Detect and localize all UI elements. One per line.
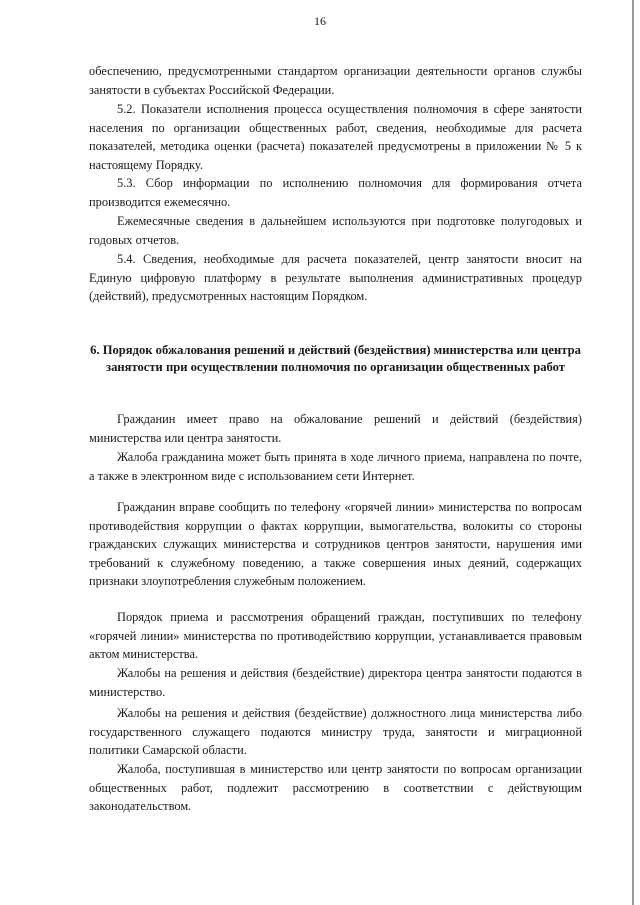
page-number: 16 [314, 14, 326, 28]
paragraph-hotline: Гражданин вправе сообщить по телефону «горячей линии» министерства по вопросам противодействия коррупции о фактах коррупции, вымогательства, волокиты со стороны гражданских служащих министерства и сотрудников центров занятости, нарушения ими требований к служебному поведению, а также совершения иных деяний, содержащих признаки злоупотребления служебным положением. [89, 500, 582, 589]
paragraph-official-complaints: Жалобы на решения и действия (бездействие) должностного лица министерства либо государственного служащего подаются министру труда, занятости и миграционной политики Самарской области. [89, 706, 582, 758]
paragraph-complaint-channels: Жалоба гражданина может быть принята в ходе личного приема, направлена по почте, а также в электронном виде с использованием сети Интернет. [89, 450, 582, 483]
section-6-heading: 6. Порядок обжалования решений и действий (бездействия) министерства или центра занятости при осуществлении полномочия по организации общественных работ [90, 343, 581, 374]
paragraph-hotline-procedure: Порядок приема и рассмотрения обращений граждан, поступивших по телефону «горячей линии» министерства по противодействию коррупции, устанавливается правовым актом министерства. [89, 610, 582, 662]
paragraph-right-to-appeal: Гражданин имеет право на обжалование решений и действий (бездействия) министерства или центра занятости. [89, 412, 582, 445]
paragraph-director-complaints: Жалобы на решения и действия (бездействие) директора центра занятости подаются в министерство. [89, 666, 582, 699]
paragraph-5-3: 5.3. Сбор информации по исполнению полномочия для формирования отчета производится ежемесячно. [89, 176, 582, 209]
paragraph-5-4: 5.4. Сведения, необходимые для расчета показателей, центр занятости вносит на Единую цифровую платформу в результате выполнения административных процедур (действий), предусмотренных настоящим Порядком. [89, 252, 582, 304]
paragraph-5-2: 5.2. Показатели исполнения процесса осуществления полномочия в сфере занятости населения по организации общественных работ, сведения, необходимые для расчета показателей, методика оценки (расчета) показателей предусмотрены в приложении № 5 к настоящему Порядку. [89, 102, 582, 172]
paragraph-complaint-review: Жалоба, поступившая в министерство или центр занятости по вопросам организации общественных работ, подлежит рассмотрению в соответствии с действующим законодательством. [89, 762, 582, 814]
paragraph-monthly: Ежемесячные сведения в дальнейшем используются при подготовке полугодовых и годовых отчетов. [89, 214, 582, 247]
page-edge-shadow [632, 0, 634, 905]
paragraph-continuation: обеспечению, предусмотренными стандартом организации деятельности органов службы занятости в субъектах Российской Федерации. [89, 64, 582, 97]
